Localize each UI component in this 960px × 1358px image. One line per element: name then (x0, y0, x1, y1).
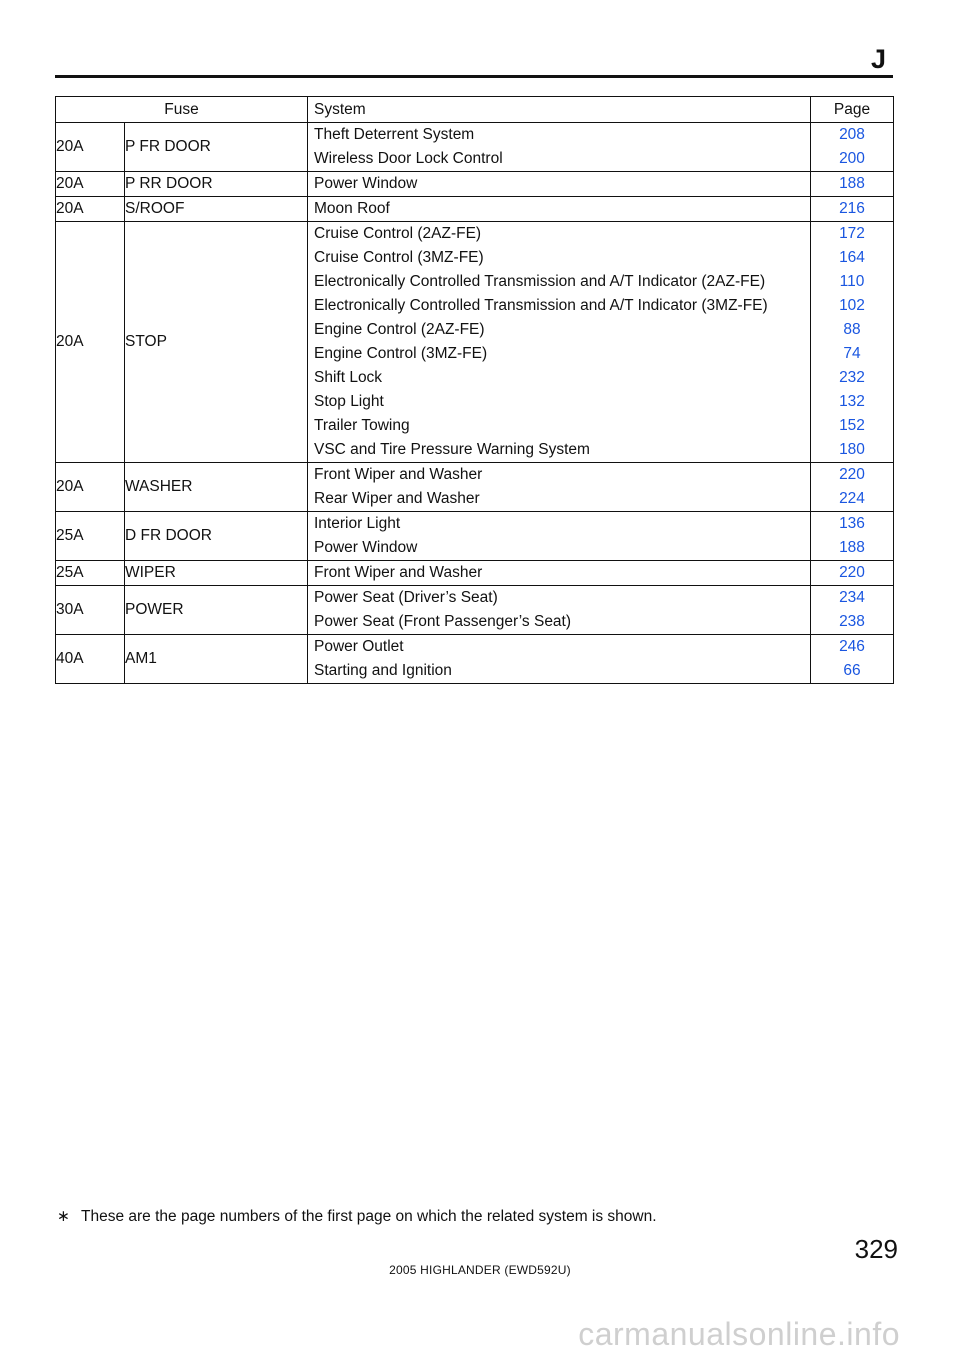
page-link[interactable]: 164 (839, 249, 865, 266)
system-cell (308, 635, 811, 684)
page-link[interactable]: 102 (839, 297, 865, 314)
system-cell (308, 463, 811, 512)
table-row (56, 123, 894, 172)
system-cell (308, 172, 811, 197)
system-name: Electronically Controlled Transmission and A/T Indicator (3MZ-FE) (314, 297, 768, 314)
fuse-amperage: 40A (56, 635, 125, 684)
header-page: Page (811, 97, 894, 123)
fuse-amperage: 25A (56, 561, 125, 586)
page-link[interactable]: 74 (843, 345, 861, 362)
page-cell (811, 197, 894, 222)
footnote-marker: ∗ (57, 1208, 70, 1225)
table-row (56, 222, 894, 463)
fuse-name: AM1 (125, 635, 308, 684)
fuse-amperage: 20A (56, 463, 125, 512)
page-cell (811, 561, 894, 586)
fuse-amperage: 20A (56, 123, 125, 172)
fuse-table (55, 96, 894, 684)
page-cell (811, 172, 894, 197)
system-name: Shift Lock (314, 369, 383, 386)
page-link[interactable]: 110 (839, 273, 865, 290)
footnote (57, 1207, 657, 1226)
page-link[interactable]: 66 (843, 662, 861, 679)
fuse-name: STOP (125, 222, 308, 463)
footnote-text: These are the page numbers of the first page on which the related system is shown. (81, 1208, 657, 1225)
page-link[interactable]: 224 (839, 490, 865, 507)
system-cell (308, 123, 811, 172)
fuse-name: WIPER (125, 561, 308, 586)
page-link[interactable]: 180 (839, 441, 865, 458)
page-cell (811, 222, 894, 463)
table-row (56, 586, 894, 635)
page-link[interactable]: 246 (839, 638, 865, 655)
system-name: Starting and Ignition (314, 662, 452, 679)
watermark: carmanualsonline.info (578, 1316, 900, 1352)
page-link[interactable]: 88 (843, 321, 861, 338)
fuse-name: S/ROOF (125, 197, 308, 222)
system-cell (308, 561, 811, 586)
page-link[interactable]: 220 (839, 466, 865, 483)
system-name: Wireless Door Lock Control (314, 150, 503, 167)
page-link[interactable]: 216 (839, 200, 865, 217)
system-name: Cruise Control (3MZ-FE) (314, 249, 484, 266)
page-link[interactable]: 172 (839, 225, 865, 242)
system-name: Engine Control (3MZ-FE) (314, 345, 488, 362)
page-link[interactable]: 136 (839, 515, 865, 532)
page-link[interactable]: 132 (839, 393, 865, 410)
system-name: Electronically Controlled Transmission and A/T Indicator (2AZ-FE) (314, 273, 766, 290)
page-cell (811, 635, 894, 684)
page-link[interactable]: 234 (839, 589, 865, 606)
fuse-amperage: 20A (56, 222, 125, 463)
fuse-amperage: 20A (56, 197, 125, 222)
page-link[interactable]: 208 (839, 126, 865, 143)
page-link[interactable]: 200 (839, 150, 865, 167)
system-name: Moon Roof (314, 200, 390, 217)
page-link[interactable]: 188 (839, 539, 865, 556)
system-name: Front Wiper and Washer (314, 564, 483, 581)
fuse-amperage: 30A (56, 586, 125, 635)
table-row (56, 512, 894, 561)
page-link[interactable]: 188 (839, 175, 865, 192)
page-link[interactable]: 238 (839, 613, 865, 630)
system-name: Power Outlet (314, 638, 404, 655)
page-cell (811, 123, 894, 172)
fuse-table-body (56, 123, 894, 684)
system-cell (308, 586, 811, 635)
header-fuse: Fuse (56, 97, 308, 123)
system-name: Power Seat (Driver’s Seat) (314, 589, 498, 606)
table-row (56, 561, 894, 586)
fuse-amperage: 25A (56, 512, 125, 561)
system-name: Power Window (314, 175, 418, 192)
system-name: Interior Light (314, 515, 401, 532)
fuse-name: P FR DOOR (125, 123, 308, 172)
system-cell (308, 222, 811, 463)
system-name: Power Window (314, 539, 418, 556)
system-name: Cruise Control (2AZ-FE) (314, 225, 482, 242)
table-header-row (56, 97, 894, 123)
header-system: System (308, 97, 811, 123)
page-cell (811, 512, 894, 561)
system-name: Stop Light (314, 393, 384, 410)
fuse-name: P RR DOOR (125, 172, 308, 197)
page-link[interactable]: 232 (839, 369, 865, 386)
fuse-name: POWER (125, 586, 308, 635)
system-name: VSC and Tire Pressure Warning System (314, 441, 590, 458)
section-letter: J (870, 44, 886, 74)
system-name: Trailer Towing (314, 417, 410, 434)
page-cell (811, 586, 894, 635)
page-link[interactable]: 152 (839, 417, 865, 434)
system-cell (308, 512, 811, 561)
fuse-name: D FR DOOR (125, 512, 308, 561)
system-name: Theft Deterrent System (314, 126, 475, 143)
system-name: Power Seat (Front Passenger’s Seat) (314, 613, 572, 630)
table-row (56, 197, 894, 222)
page-cell (811, 463, 894, 512)
table-row (56, 172, 894, 197)
system-name: Engine Control (2AZ-FE) (314, 321, 485, 338)
header-rule (55, 75, 893, 78)
model-code: 2005 HIGHLANDER (EWD592U) (389, 1263, 571, 1277)
table-row (56, 635, 894, 684)
fuse-amperage: 20A (56, 172, 125, 197)
system-cell (308, 197, 811, 222)
page-link[interactable]: 220 (839, 564, 865, 581)
fuse-name: WASHER (125, 463, 308, 512)
table-row (56, 463, 894, 512)
system-name: Rear Wiper and Washer (314, 490, 480, 507)
page-number: 329 (854, 1234, 898, 1264)
system-name: Front Wiper and Washer (314, 466, 483, 483)
